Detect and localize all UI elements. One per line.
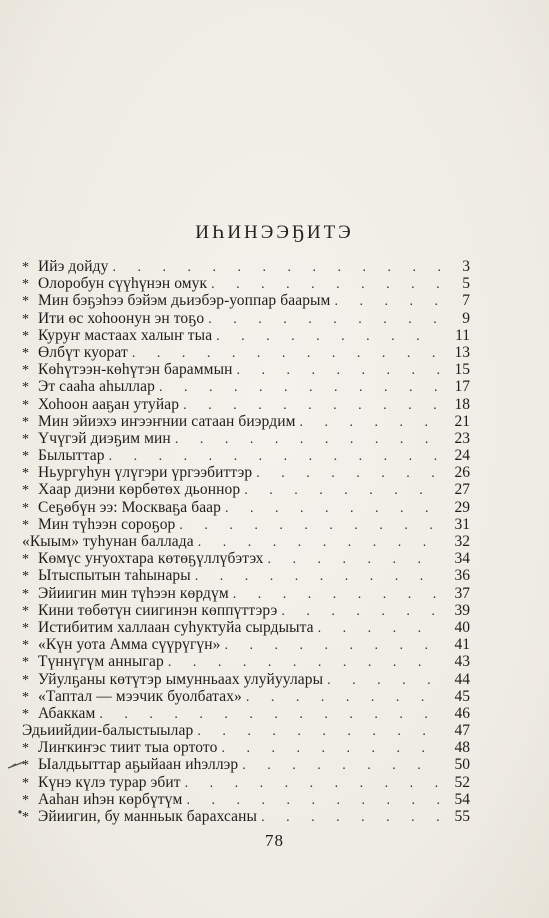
toc-entry [22, 653, 470, 670]
toc-entry [22, 808, 470, 825]
toc-entry [22, 344, 470, 361]
toc-entry [22, 756, 470, 773]
entry-title: Сеҕөбүн ээ: Москваҕа баар [38, 498, 222, 516]
toc-entry [22, 258, 470, 275]
toc-entry [22, 585, 470, 602]
dot-leader [300, 414, 443, 431]
toc-entry [22, 310, 470, 327]
entry-marker: * [22, 260, 29, 275]
dot-leader [185, 775, 442, 792]
entry-marker: * [22, 638, 29, 654]
entry-page-number: 45 [454, 687, 470, 705]
entry-marker: * [22, 328, 29, 344]
toc-entry [22, 464, 470, 481]
toc-entry [22, 396, 470, 413]
dot-leader [195, 568, 442, 585]
entry-title: Ытыспытын таһынары [38, 567, 191, 585]
toc-entry [22, 361, 470, 378]
entry-marker: * [22, 741, 29, 757]
entry-page-number: 5 [462, 275, 470, 293]
entry-title: Былыттар [38, 447, 105, 465]
dot-leader [183, 397, 442, 414]
entry-title: Истибитим халлаан суһуктуйа сырдыыта [38, 618, 314, 636]
pencil-mark-icon [6, 760, 36, 820]
toc-entry [22, 636, 470, 653]
dot-leader [208, 311, 442, 328]
table-of-contents [22, 258, 470, 825]
entry-page-number: 29 [454, 498, 470, 516]
entry-marker: * [22, 672, 29, 688]
entry-marker: * [22, 431, 29, 447]
dot-leader [112, 259, 442, 276]
entry-title: Мин эйиэхэ иҥээҥнии сатаан биэрдим [38, 412, 296, 430]
toc-entry [22, 602, 470, 619]
entry-title: Кини төбөтүн сиигинэн көппүттэрэ [38, 601, 278, 619]
entry-page-number: 3 [462, 258, 470, 275]
entry-title: Куруҥ мастаах халыҥ тыа [38, 326, 213, 344]
entry-title: Көмүс уҥуохтара көтөҕүллүбэтэх [38, 550, 264, 568]
entry-page-number: 40 [454, 618, 470, 636]
toc-entry [22, 705, 470, 722]
entry-marker: * [22, 775, 29, 791]
entry-marker: * [22, 363, 29, 379]
entry-marker: * [22, 345, 29, 361]
entry-title: Эдьиийдии-балыстыылар [22, 722, 194, 740]
dot-leader [261, 809, 442, 826]
entry-title: Ити өс хоһоонун эн тоҕо [38, 309, 205, 327]
entry-marker: * [22, 414, 29, 430]
entry-title: «Күн уота Амма сүүрүгүн» [38, 636, 221, 654]
entry-page-number: 27 [454, 481, 470, 499]
entry-page-number: 48 [454, 739, 470, 757]
entry-marker: * [22, 517, 29, 533]
dot-leader [327, 672, 442, 689]
dot-leader [237, 362, 443, 379]
entry-page-number: 7 [462, 292, 470, 310]
entry-title: Ньургуһун үлүгэри үргээбиттэр [38, 464, 253, 482]
entry-page-number: 17 [454, 378, 470, 396]
entry-page-number: 23 [454, 429, 470, 447]
entry-title: Мин түһээн сороҕор [38, 515, 176, 533]
entry-page-number: 50 [454, 756, 470, 774]
entry-title: Эт сааһа аһыллар [38, 378, 155, 396]
dot-leader [318, 620, 442, 637]
entry-title: Хоһоон ааҕан утуйар [38, 395, 180, 413]
toc-entry [22, 567, 470, 584]
dot-leader [334, 293, 442, 310]
dot-leader [216, 328, 442, 345]
entry-marker: * [22, 603, 29, 619]
dot-leader [233, 586, 442, 603]
dot-leader [244, 482, 442, 499]
entry-marker: * [22, 397, 29, 413]
entry-title: Өлбүт куорат [38, 343, 128, 361]
toc-entry [22, 739, 470, 756]
entry-marker: * [22, 483, 29, 499]
entry-marker: * [22, 466, 29, 482]
entry-page-number: 43 [454, 653, 470, 671]
entry-title: Үчүгэй диэҕим мин [38, 429, 171, 447]
dot-leader [256, 465, 442, 482]
entry-marker: * [22, 792, 29, 808]
entry-marker: * [22, 706, 29, 722]
entry-page-number: 39 [454, 601, 470, 619]
entry-marker: * [22, 620, 29, 636]
toc-entry [22, 275, 470, 292]
entry-page-number: 44 [454, 670, 470, 688]
entry-marker: * [22, 586, 29, 602]
entry-page-number: 21 [454, 412, 470, 430]
contents-heading: ИҺИНЭЭҔИТЭ [195, 222, 354, 243]
entry-page-number: 15 [454, 361, 470, 379]
entry-marker: * [22, 655, 29, 671]
entry-marker: * [22, 569, 29, 585]
entry-title: Мин бэҕэһээ бэйэм дьиэбэр-уоппар баарым [38, 292, 331, 310]
toc-entry [22, 722, 470, 739]
entry-title: Лиҥкиҥэс тиит тыа ортото [38, 739, 218, 757]
entry-title: Түннүгүм анныгар [38, 653, 164, 671]
entry-title: Абаккам [38, 704, 96, 722]
entry-marker: * [22, 500, 29, 516]
dot-leader [186, 792, 442, 809]
entry-title: Эйиигин, бу манньык барахсаны [38, 808, 258, 825]
entry-marker: * [22, 810, 29, 825]
dot-leader [242, 757, 442, 774]
entry-page-number: 31 [454, 515, 470, 533]
toc-entry [22, 516, 470, 533]
toc-entry [22, 774, 470, 791]
entry-title: Ыалдьыттар аҕыйаан иһэллэр [38, 756, 239, 774]
toc-entry [22, 550, 470, 567]
dot-leader [225, 500, 442, 517]
toc-entry [22, 671, 470, 688]
entry-marker: * [22, 449, 29, 465]
entry-page-number: 11 [455, 326, 470, 344]
dot-leader [159, 379, 442, 396]
dot-leader [221, 740, 442, 757]
entry-page-number: 24 [454, 447, 470, 465]
dot-leader [132, 345, 442, 362]
dot-leader [211, 276, 442, 293]
entry-page-number: 47 [454, 722, 470, 740]
dot-leader [175, 431, 442, 448]
entry-marker: * [22, 380, 29, 396]
entry-page-number: 55 [454, 808, 470, 825]
entry-marker: * [22, 758, 29, 774]
entry-title: «Таптал — мээчик буолбатах» [38, 687, 242, 705]
toc-entry [22, 481, 470, 498]
dot-leader [197, 723, 442, 740]
dot-leader [198, 534, 442, 551]
toc-entry [22, 533, 470, 550]
entry-marker: * [22, 294, 29, 310]
entry-marker: * [22, 552, 29, 568]
entry-title: Эйиигин мин түһээн көрдүм [38, 584, 229, 602]
toc-entry [22, 378, 470, 395]
entry-page-number: 18 [454, 395, 470, 413]
toc-entry [22, 413, 470, 430]
entry-page-number: 26 [454, 464, 470, 482]
toc-entry [22, 499, 470, 516]
toc-entry [22, 619, 470, 636]
entry-title: Көһүтээн-көһүтэн бараммын [38, 361, 233, 379]
entry-page-number: 52 [454, 773, 470, 791]
entry-page-number: 32 [454, 533, 470, 550]
toc-entry [22, 688, 470, 705]
entry-marker: * [22, 689, 29, 705]
entry-page-number: 46 [454, 704, 470, 722]
entry-page-number: 37 [454, 584, 470, 602]
entry-title: Күнэ күлэ турар эбит [38, 773, 181, 791]
entry-page-number: 36 [454, 567, 470, 585]
entry-title: Ааһан иһэн көрбүтүм [38, 790, 183, 808]
toc-entry [22, 430, 470, 447]
toc-entry [22, 292, 470, 309]
entry-page-number: 54 [454, 790, 470, 808]
entry-marker: * [22, 311, 29, 327]
entry-title: «Кыым» туһунан баллада [22, 533, 194, 550]
dot-leader [168, 654, 442, 671]
dot-leader [268, 551, 442, 568]
dot-leader [246, 689, 442, 706]
page-number: 78 [265, 831, 284, 850]
dot-leader [99, 706, 442, 723]
entry-page-number: 13 [454, 343, 470, 361]
dot-leader [109, 448, 442, 465]
dot-leader [225, 637, 442, 654]
entry-page-number: 41 [454, 636, 470, 654]
entry-page-number: 9 [462, 309, 470, 327]
entry-page-number: 34 [454, 550, 470, 568]
dot-leader [179, 517, 442, 534]
toc-entry [22, 447, 470, 464]
entry-title: Уйулҕаны көтүтэр ымунньаах улуйуулары [38, 670, 324, 688]
entry-title: Олоробун сүүһүнэн омук [38, 275, 208, 293]
entry-marker: * [22, 277, 29, 293]
toc-entry [22, 327, 470, 344]
dot-leader [281, 603, 442, 620]
entry-title: Хаар диэни көрбөтөх дьоннор [38, 481, 241, 499]
entry-title: Ийэ дойду [38, 258, 109, 275]
toc-entry [22, 791, 470, 808]
